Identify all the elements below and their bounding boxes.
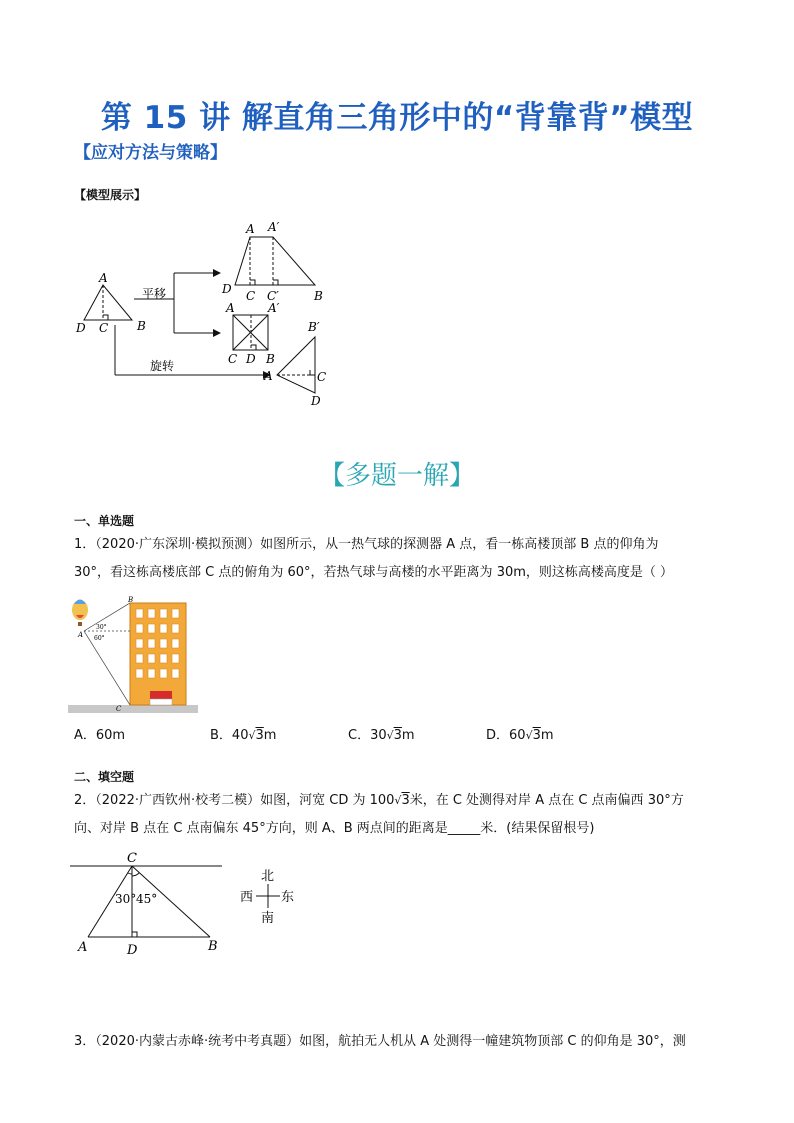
- option-B[interactable]: B．40√3m: [210, 728, 277, 743]
- label-D-4: D: [311, 394, 321, 408]
- rotate-label: 旋转: [150, 359, 175, 373]
- model-show-heading: 【模型展示】: [74, 188, 147, 202]
- option-B-pre: B．40: [210, 728, 249, 743]
- label-A: A: [99, 271, 108, 285]
- fig1-angle-60: 60°: [94, 635, 105, 642]
- option-D-radicand: 3: [532, 728, 541, 743]
- fig1-label-B: B: [128, 596, 134, 604]
- label-D: D: [76, 321, 86, 335]
- label-A-prime: A′: [268, 220, 280, 234]
- rotated-triangle: [277, 337, 315, 393]
- model-diagram: [70, 215, 360, 410]
- label-A-2: A: [246, 222, 255, 236]
- label-B: B: [137, 319, 146, 333]
- option-C-radicand: 3: [393, 728, 402, 743]
- question-2-line-2: 向、对岸 B 点在 C 点南偏东 45°方向，则 A、B 两点间的距离是_____米．(结果保留根号): [74, 821, 595, 836]
- fig2-angle-45: 45°: [136, 892, 158, 906]
- question-2-figure: [70, 846, 310, 958]
- ground: [68, 705, 198, 713]
- fig2-label-A: A: [78, 940, 88, 955]
- label-A-prime-2: A′: [268, 301, 280, 315]
- fig1-label-A: A: [78, 631, 84, 639]
- strategy-heading: 【应对方法与策略】: [74, 143, 227, 163]
- q2-line1-post: 米，在 C 处测得对岸 A 点在 C 点南偏西 30°方: [409, 793, 684, 808]
- trapezoid: [235, 237, 315, 285]
- question-3-line-1: 3．（2020·内蒙古赤峰·统考中考真题）如图，航拍无人机从 A 处测得一幢建筑物顶部 C 的仰角是 30°，测: [74, 1034, 686, 1049]
- fig1-label-C: C: [116, 705, 122, 713]
- option-C[interactable]: C．30√3m: [348, 728, 415, 743]
- section-banner: 【多题一解】: [318, 461, 475, 491]
- label-C-prime: C′: [267, 289, 279, 303]
- fig2-label-C: C: [127, 851, 137, 866]
- label-D-2: D: [222, 282, 232, 296]
- compass-west: 西: [240, 890, 254, 905]
- option-B-radicand: 3: [255, 728, 264, 743]
- q2-line1-pre: 2．（2022·广西钦州·校考二模）如图，河宽 CD 为 100: [74, 793, 395, 808]
- page-title: 第 15 讲 解直角三角形中的“背靠背”模型: [100, 100, 694, 136]
- question-1-line-2: 30°，看这栋高楼底部 C 点的俯角为 60°，若热气球与高楼的水平距离为 30m，则这栋高楼高度是（ ）: [74, 565, 674, 580]
- label-A-3: A: [226, 301, 235, 315]
- label-B-prime: B′: [308, 320, 320, 334]
- label-C-3: C: [228, 352, 238, 366]
- label-C: C: [99, 321, 109, 335]
- label-C-2: C: [246, 289, 256, 303]
- option-C-pre: C．30: [348, 728, 387, 743]
- label-B-2: B: [314, 289, 323, 303]
- label-B-3: B: [266, 352, 275, 366]
- fig2-label-B: B: [208, 939, 218, 954]
- option-D-pre: D．60: [486, 728, 526, 743]
- q2-line1-radicand: 3: [401, 793, 410, 808]
- option-A[interactable]: [74, 724, 125, 743]
- compass-south: 南: [261, 911, 275, 926]
- building-door: [150, 691, 172, 699]
- section-fill-blank: 二、填空题: [74, 770, 135, 784]
- option-B-unit: m: [263, 728, 277, 743]
- section-single-choice: 一、单选题: [74, 514, 135, 528]
- fig2-label-D: D: [127, 943, 138, 958]
- question-2-line-1: 2．（2022·广西钦州·校考二模）如图，河宽 CD 为 100√3米，在 C 处测得对岸 A 点在 C 点南偏西 30°方: [74, 793, 684, 808]
- compass-north: 北: [261, 869, 275, 884]
- translate-label: 平移: [142, 287, 167, 301]
- fig1-angle-30: 30°: [96, 624, 107, 631]
- option-D-unit: m: [540, 728, 554, 743]
- question-1-line-1: 1．（2020·广东深圳·模拟预测）如图所示，从一热气球的探测器 A 点，看一栋高楼顶部 B 点的仰角为: [74, 537, 659, 552]
- label-C-4: C: [317, 370, 327, 384]
- question-1-figure: [68, 595, 198, 713]
- option-A-text: A．60m: [74, 728, 126, 743]
- option-D[interactable]: D．60√3m: [486, 728, 554, 743]
- fig2-angle-30: 30°: [115, 892, 137, 906]
- label-D-3: D: [246, 352, 256, 366]
- label-A-4: A: [264, 369, 273, 383]
- option-C-unit: m: [401, 728, 415, 743]
- compass-east: 东: [281, 890, 295, 905]
